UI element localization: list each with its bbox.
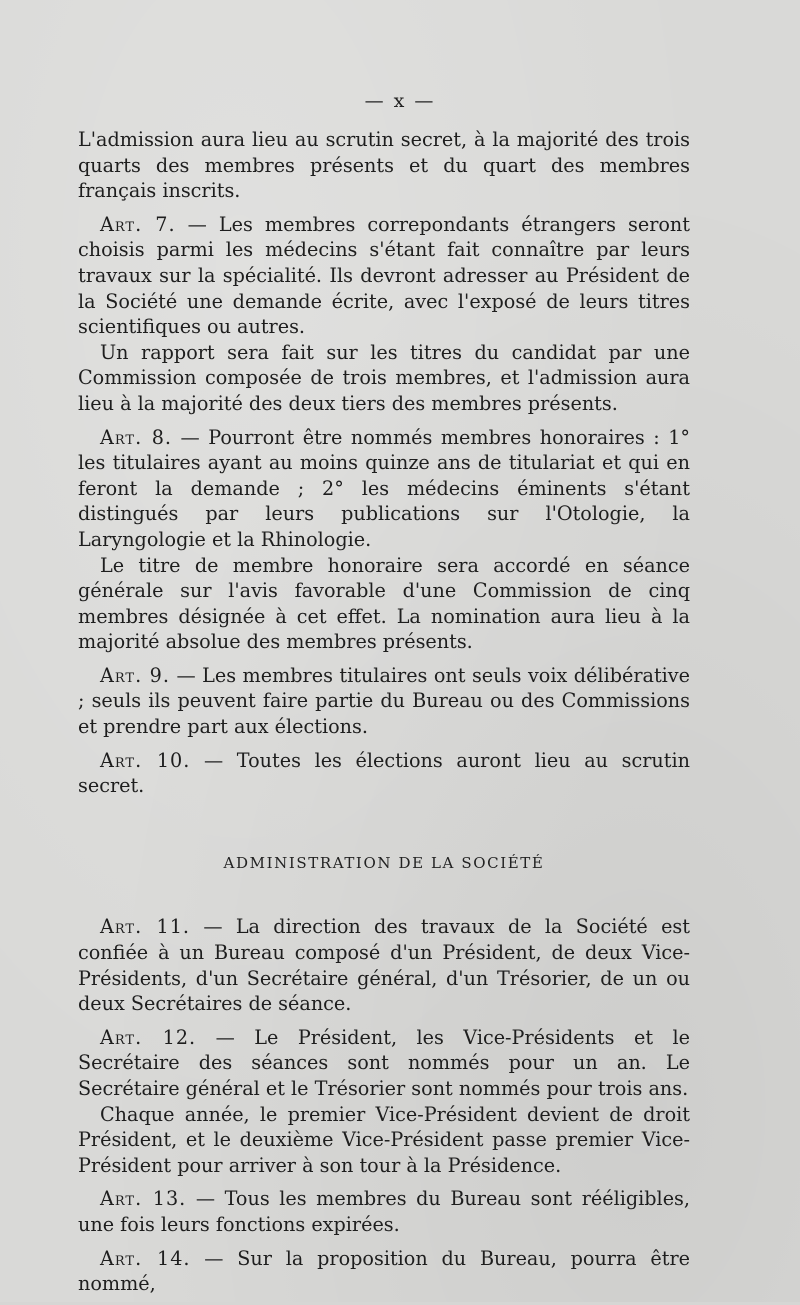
article-label: Art. 12.: [100, 1025, 197, 1049]
article-text: — Sur la proposition du Bureau, pourra être nommé,: [78, 1246, 690, 1296]
body-text: [78, 127, 690, 1305]
article-text: — Les membres correpondants étrangers seront choisis parmi les médecins s'étant fait connaître par leurs travaux sur la spécialité. Ils devront adresser au Président de la Société une demande écrite, avec l'exposé de leurs titres scientifiques ou autres.: [78, 212, 690, 339]
article-11: [78, 914, 690, 1016]
article-12-continuation: Chaque année, le premier Vice-Président devient de droit Président, et le deuxième Vice-Président passe premier Vice-Président pour arriver à son tour à la Présidence.: [78, 1102, 690, 1177]
article-text: — Toutes les élections auront lieu au scrutin secret.: [78, 748, 690, 798]
article-text: — Le Président, les Vice-Présidents et le Secrétaire des séances sont nommés pour un an. Le Secrétaire général et le Trésorier sont nommés pour trois ans.: [78, 1025, 690, 1100]
article-text: — Les membres titulaires ont seuls voix délibérative ; seuls ils peuvent faire partie du Bureau ou des Commissions et prendre part aux élections.: [78, 663, 690, 739]
article-8-continuation: Le titre de membre honoraire sera accordé en séance générale sur l'avis favorable d'une Commission de cinq membres désignée à cet effet. La nomination aura lieu à la majorité absolue des membres présents.: [78, 553, 690, 654]
article-label: Art. 7.: [100, 212, 176, 236]
article-text: — Tous les membres du Bureau sont rééligibles, une fois leurs fonctions expirées.: [78, 1187, 690, 1236]
article-13: [78, 1186, 690, 1237]
article-label: Art. 14.: [100, 1246, 191, 1270]
article-label: Art. 9.: [100, 663, 170, 687]
article-10: [78, 748, 690, 799]
section-heading: ADMINISTRATION DE LA SOCIÉTÉ: [223, 853, 545, 872]
intro-paragraph: L'admission aura lieu au scrutin secret, à la majorité des trois quarts des membres présents et du quart des membres français inscrits.: [78, 128, 690, 203]
article-label: Art. 8.: [100, 425, 173, 449]
article-7-continuation: Un rapport sera fait sur les titres du candidat par une Commission composée de trois membres, et l'admission aura lieu à la majorité des deux tiers des membres présents.: [78, 340, 690, 415]
article-7: [78, 212, 690, 340]
article-14: [78, 1246, 690, 1297]
article-9: [78, 663, 690, 740]
article-label: Art. 11.: [100, 915, 191, 939]
page-number: — x —: [364, 90, 436, 112]
article-label: Art. 13.: [100, 1187, 187, 1211]
article-8: [78, 425, 690, 553]
article-text: — La direction des travaux de la Société est confiée à un Bureau composé d'un Président, de deux Vice-Présidents, d'un Secrétaire général, d'un Trésorier, de un ou deux Secrétaires de séance.: [78, 915, 690, 1016]
article-text: — Pourront être nommés membres honoraires : 1° les titulaires ayant au moins quinze ans de titulariat et qui en feront la demande ; 2° les médecins éminents s'étant distingués par leurs publications sur l'Otologie, la Laryngologie et la Rhinologie.: [78, 425, 691, 551]
article-label: Art. 10.: [100, 748, 191, 772]
article-12: [78, 1025, 690, 1102]
